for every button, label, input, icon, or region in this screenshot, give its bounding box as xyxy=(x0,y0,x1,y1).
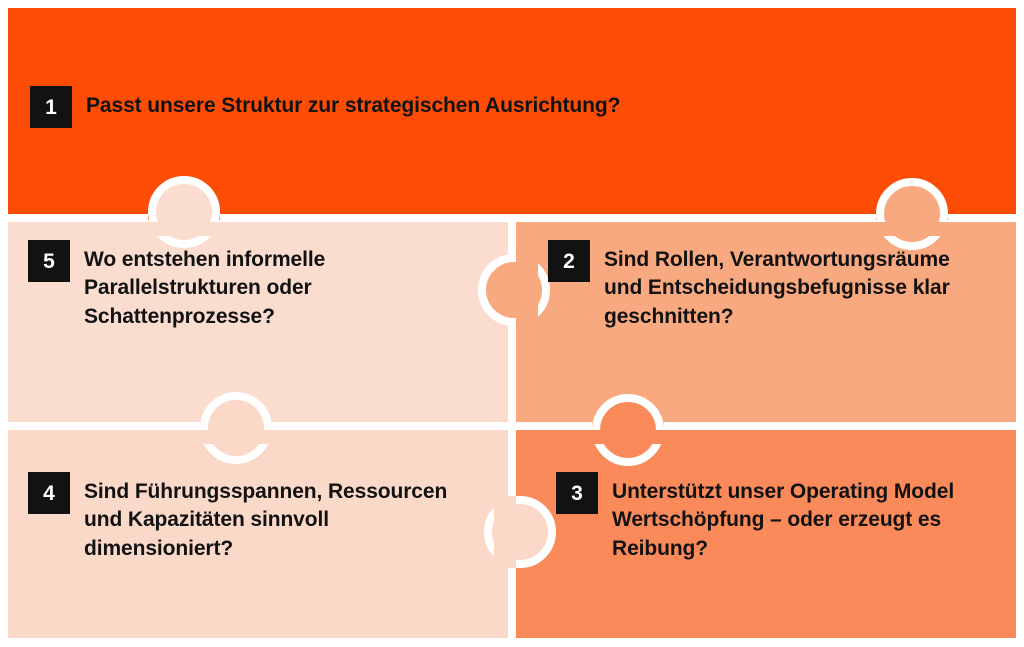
piece-1-number: 1 xyxy=(30,86,72,128)
mask-e xyxy=(584,430,674,444)
piece-5-text: Wo entstehen informelle Parallelstrukturen oder Schattenprozesse? xyxy=(84,248,326,328)
mask-c xyxy=(516,248,538,334)
puzzle-knob-middle-left xyxy=(478,254,550,326)
puzzle-knob-lower-left xyxy=(200,392,272,464)
piece-4-text: Sind Führungsspannen, Ressourcen und Kapazitäten sinnvoll dimensioniert? xyxy=(84,480,448,560)
seam-right xyxy=(1016,0,1024,647)
mask-f xyxy=(494,490,516,576)
mask-a xyxy=(140,222,230,236)
seam-h2-b xyxy=(272,422,592,430)
seam-h1-a xyxy=(0,214,148,222)
piece-5-number: 5 xyxy=(28,240,70,282)
piece-3-content xyxy=(556,472,976,563)
piece-1-content xyxy=(30,86,930,128)
piece-4-content xyxy=(28,472,458,563)
piece-2-content xyxy=(548,240,968,331)
mask-d xyxy=(192,430,282,444)
piece-4-number: 4 xyxy=(28,472,70,514)
mask-b xyxy=(868,222,958,236)
seam-top xyxy=(0,0,1024,8)
piece-2-number: 2 xyxy=(548,240,590,282)
piece-3-text: Unterstützt unser Operating Model Wertschöpfung – oder erzeugt es Reibung? xyxy=(612,480,955,560)
seam-v2-b xyxy=(508,568,516,647)
seam-left xyxy=(0,0,8,647)
piece-5-content xyxy=(28,240,458,331)
piece-2-text: Sind Rollen, Verantwortungsräume und Entscheidungsbefugnisse klar geschnitten? xyxy=(604,248,950,328)
seam-h1-c xyxy=(948,214,1024,222)
seam-h2-c xyxy=(664,422,1024,430)
seam-h1-b xyxy=(220,214,876,222)
seam-v1-b xyxy=(508,326,516,430)
piece-3-number: 3 xyxy=(556,472,598,514)
piece-1-text: Passt unsere Struktur zur strategischen Ausrichtung? xyxy=(86,94,621,117)
seam-v1-a xyxy=(508,222,516,254)
seam-h2-a xyxy=(0,422,200,430)
seam-v2-a xyxy=(508,430,516,496)
puzzle-knob-top-left xyxy=(148,176,220,248)
